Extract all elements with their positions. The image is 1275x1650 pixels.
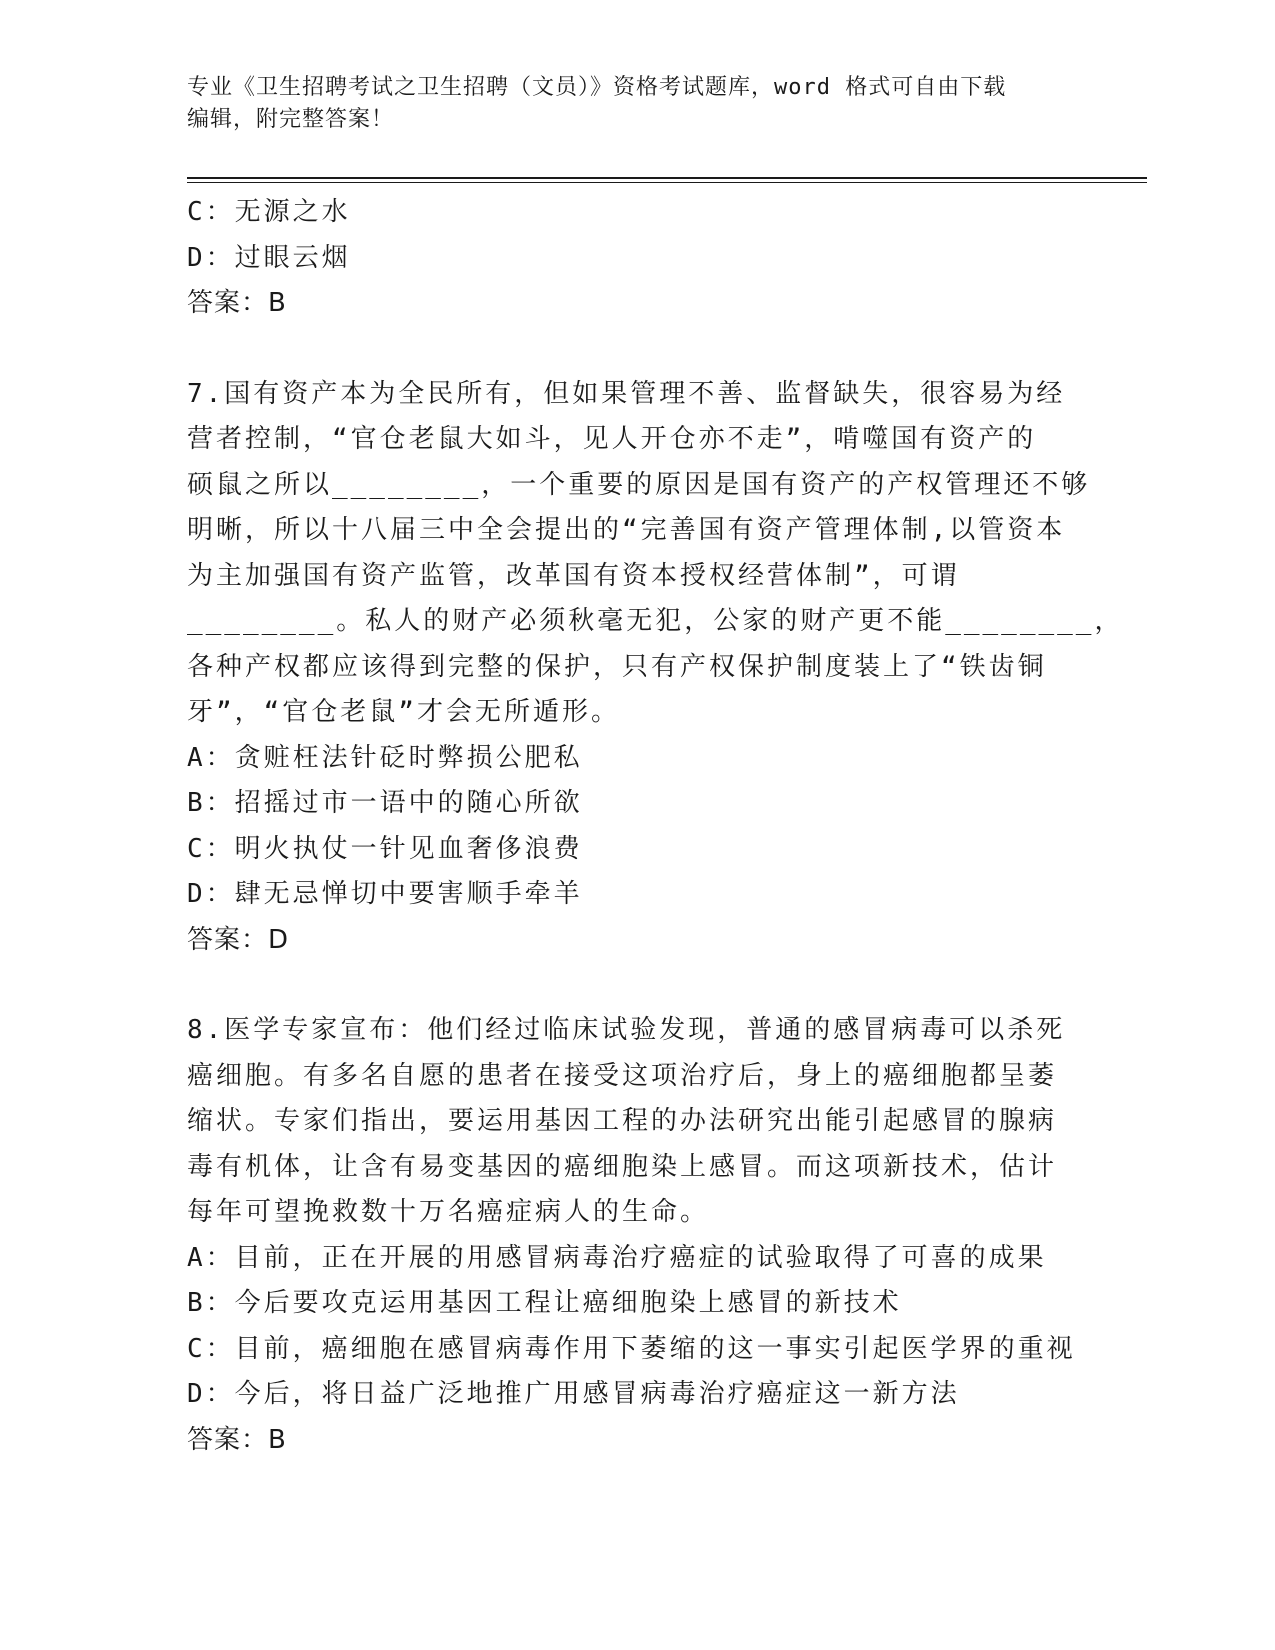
option-c: C：明火执仗一针见血奢侈浪费 xyxy=(187,833,583,864)
question-7 xyxy=(187,372,1124,964)
question-stem-line: 癌细胞。有多名自愿的患者在接受这项治疗后，身上的癌细胞都呈萎 xyxy=(187,1060,1058,1091)
question-stem-line: 8.医学专家宣布：他们经过临床试验发现，普通的感冒病毒可以杀死 xyxy=(187,1015,1066,1045)
question-stem-line: 毒有机体，让含有易变基因的癌细胞染上感冒。而这项新技术，估计 xyxy=(187,1151,1058,1182)
question-stem-line: 明晰，所以十八届三中全会提出的“完善国有资产管理体制,以管资本 xyxy=(187,515,1066,545)
question-stem-line: 牙”，“官仓老鼠”才会无所遁形。 xyxy=(187,697,620,727)
option-a: A：目前，正在开展的用感冒病毒治疗癌症的试验取得了可喜的成果 xyxy=(187,1242,1047,1273)
answer-line: 答案：B xyxy=(187,288,287,318)
option-d: D：今后，将日益广泛地推广用感冒病毒治疗癌症这一新方法 xyxy=(187,1379,960,1409)
header-divider-thick xyxy=(187,177,1147,179)
question-stem-line: 营者控制，“官仓老鼠大如斗，见人开仓亦不走”，啃噬国有资产的 xyxy=(187,424,1037,454)
spacer xyxy=(187,963,1067,1008)
previous-question xyxy=(187,190,1067,327)
option-a: A：贪赃枉法针砭时弊损公肥私 xyxy=(187,742,583,773)
answer-line: 答案：D xyxy=(187,924,290,955)
document-body xyxy=(187,190,1124,1463)
option-d: D：肆无忌惮切中要害顺手牵羊 xyxy=(187,879,583,909)
option-c: C：目前，癌细胞在感冒病毒作用下萎缩的这一事实引起医学界的重视 xyxy=(187,1333,1076,1364)
header-divider-thin xyxy=(187,182,1147,183)
question-stem-line: 缩状。专家们指出，要运用基因工程的办法研究出能引起感冒的腺病 xyxy=(187,1106,1058,1136)
question-stem-line: 硕鼠之所以________，一个重要的原因是国有资产的产权管理还不够 xyxy=(187,469,1091,500)
option-d: D：过眼云烟 xyxy=(187,242,351,273)
question-stem-line: ________。私人的财产必须秋毫无犯，公家的财产更不能________， xyxy=(187,606,1124,636)
option-b: B：今后要攻克运用基因工程让癌细胞染上感冒的新技术 xyxy=(187,1288,902,1318)
header-line-2: 编辑，附完整答案！ xyxy=(187,107,395,132)
option-b: B：招摇过市一语中的随心所欲 xyxy=(187,788,583,818)
question-8 xyxy=(187,1008,1076,1463)
answer-line: 答案：B xyxy=(187,1424,287,1455)
spacer xyxy=(187,327,1067,372)
question-stem-line: 各种产权都应该得到完整的保护，只有产权保护制度装上了“铁齿铜 xyxy=(187,651,1047,682)
document-header xyxy=(187,72,1087,136)
question-stem-line: 每年可望挽救数十万名癌症病人的生命。 xyxy=(187,1197,710,1227)
question-stem-line: 为主加强国有资产监管，改革国有资本授权经营体制”，可谓 xyxy=(187,560,960,591)
option-c: C：无源之水 xyxy=(187,197,351,227)
question-stem-line: 7.国有资产本为全民所有，但如果管理不善、监督缺失，很容易为经 xyxy=(187,378,1066,409)
header-line-1: 专业《卫生招聘考试之卫生招聘（文员）》资格考试题库，word 格式可自由下载 xyxy=(187,75,1007,100)
